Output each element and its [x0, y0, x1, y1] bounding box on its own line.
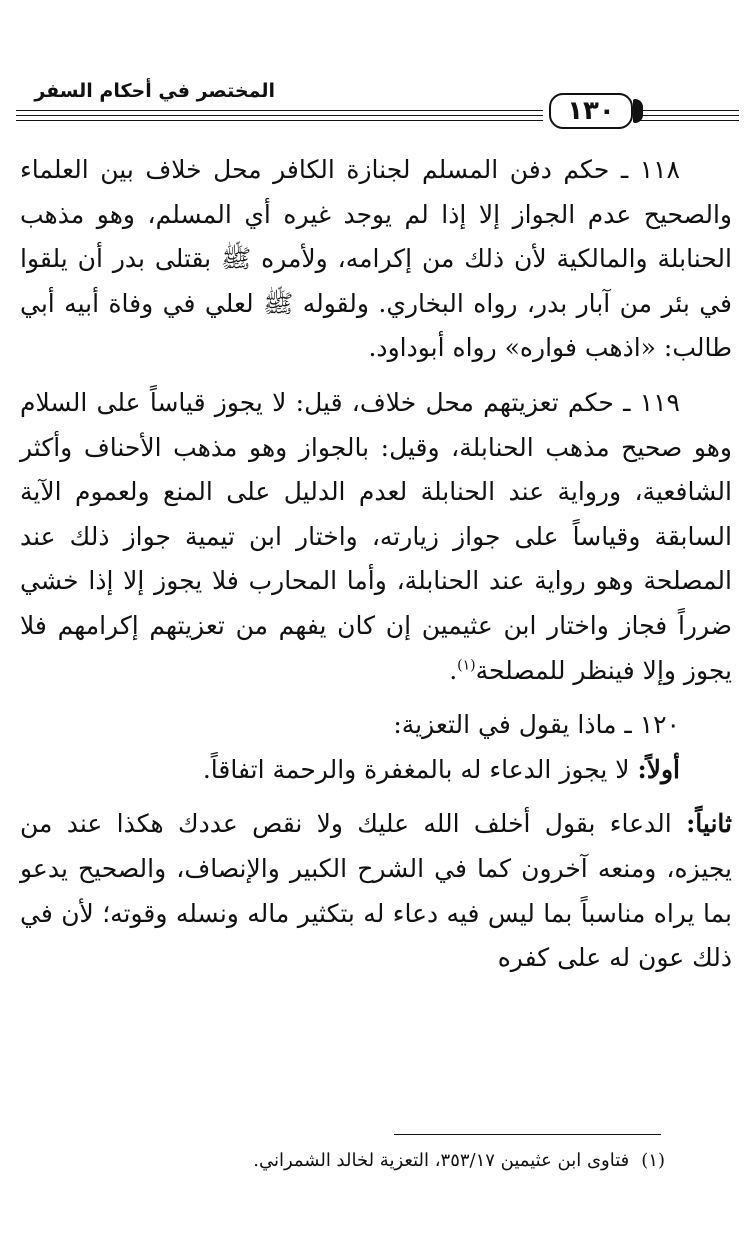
paragraph-119-text: ١١٩ ـ حكم تعزيتهم محل خلاف، قيل: لا يجوز قياساً على السلام وهو صحيح مذهب الحنابلة، وقيل: بالجواز وهو مذهب الأحناف وأكثر الشافعية، ورواية عند الحنابلة لعدم الدليل على المنع ولعموم الآية السابقة وقياساً على جواز زيارته، واختار ابن تيمية جواز ذلك عند المصلحة وهو رواية عند الحنابلة، وأما المحارب فلا يجوز إلا إذا خشي ضرراً فجاز واختار ابن عثيمين إن كان يفهم من تعزيتهم إكرامهم فلا يجوز وإلا فينظر للمصلحة: [20, 387, 732, 685]
page-header: [0, 70, 755, 140]
header-rule: [637, 110, 739, 111]
header-rule: [637, 120, 739, 121]
paragraph-119-end: .: [449, 655, 458, 685]
point-first-text: لا يجوز الدعاء له بالمغفرة والرحمة اتفاقاً.: [202, 754, 638, 784]
paragraph-120: ١٢٠ ـ ماذا يقول في التعزية:: [393, 710, 680, 740]
point-second-text: الدعاء بقول أخلف الله عليك ولا نقص عددك هكذا عند من يجيزه، ومنعه آخرون كما في الشرح الكبير والإنصاف، والصحيح يدعو بما يراه مناسباً بما ليس فيه دعاء له بتكثير ماله ونسله وقوته؛ لأن في ذلك عون له على كفره: [20, 809, 732, 973]
footnote-reference: (١): [457, 657, 476, 674]
page-body: [20, 148, 732, 981]
footnote-divider: [394, 1134, 661, 1135]
page-number: ١٣٠: [549, 93, 633, 129]
header-rule: [16, 110, 543, 111]
footnote-text: فتاوى ابن عثيمين ٣٥٣/١٧، التعزية لخالد الشمراني.: [253, 1150, 630, 1171]
point-second: [20, 802, 732, 980]
header-rule: [16, 120, 543, 121]
point-second-lead: ثانياً:: [686, 809, 732, 839]
paragraph-119: [20, 381, 732, 693]
running-title: المختصر في أحكام السفر: [34, 80, 275, 102]
point-first-lead: أولاً:: [637, 754, 680, 784]
footnote-number: (١): [641, 1150, 665, 1171]
footnote: [65, 1146, 665, 1176]
header-rule: [637, 115, 739, 116]
header-rule: [16, 115, 543, 116]
paragraph-118: ١١٨ ـ حكم دفن المسلم لجنازة الكافر محل خلاف بين العلماء والصحيح عدم الجواز إلا إذا لم يوجد غيره أي المسلم، وهو مذهب الحنابلة والمالكية لأن ذلك من إكرامه، ولأمره ﷺ بقتلى بدر أن يلقوا في بئر من آبار بدر، رواه البخاري. ولقوله ﷺ لعلي في وفاة أبيه أبي طالب: «اذهب فواره» رواه أبوداود.: [20, 155, 732, 363]
point-first: [20, 748, 732, 793]
